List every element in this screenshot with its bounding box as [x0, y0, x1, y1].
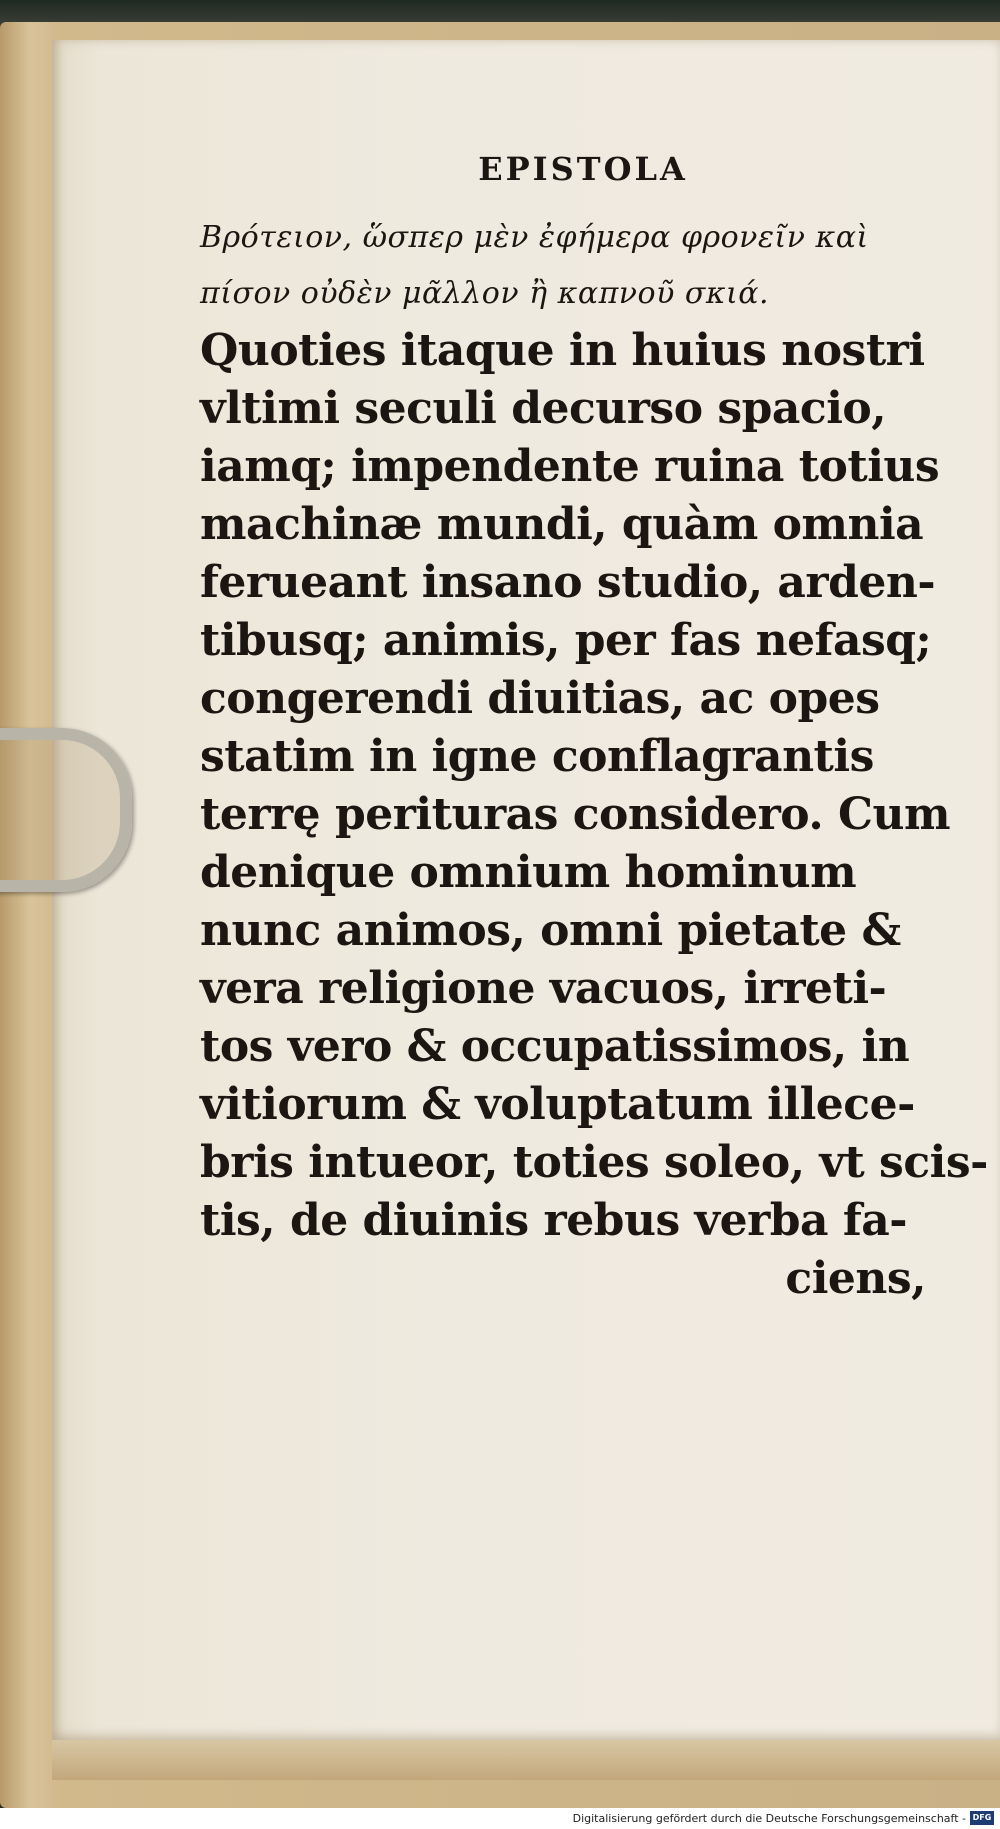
running-head: EPISTOLA	[478, 150, 688, 188]
latin-line: statim in igne conflagrantis	[200, 731, 874, 782]
latin-line: vltimi seculi decurso spacio,	[200, 383, 887, 434]
latin-line: machinæ mundi, quàm omnia	[200, 499, 924, 550]
greek-line: Βρότειον, ὥσπερ μὲν ἐφήμερα φρονεῖν καὶ	[200, 220, 869, 255]
latin-line: denique omnium hominum	[200, 847, 857, 898]
latin-line: tis, de diuinis rebus verba fa-	[200, 1195, 908, 1246]
catchword: ciens,	[785, 1253, 926, 1304]
latin-line: tibusq; animis, per fas nefasq;	[200, 615, 932, 666]
latin-line: congerendi diuitias, ac opes	[200, 673, 880, 724]
latin-line: vera religione vacuos, irreti-	[200, 963, 887, 1014]
dfg-logo-icon: DFG	[970, 1811, 994, 1825]
latin-line: nunc animos, omni pietate &	[200, 905, 901, 956]
latin-line: tos vero & occupatissimos, in	[200, 1021, 910, 1072]
digitization-footer	[0, 1808, 1000, 1829]
latin-line: Quoties itaque in huius nostri	[200, 325, 925, 376]
latin-line: ferueant insano studio, arden-	[200, 557, 936, 608]
latin-line: vitiorum & voluptatum illece-	[200, 1079, 915, 1130]
latin-line: iamq; impendente ruina totius	[200, 441, 940, 492]
clasp-icon	[0, 728, 132, 892]
greek-line: πίσον οὐδὲν μᾶλλον ἢ καπνοῦ σκιά.	[200, 276, 770, 311]
page-bottom-edge	[52, 1740, 1000, 1780]
latin-line: terrę perituras considero. Cum	[200, 789, 951, 840]
latin-line: bris intueor, toties soleo, vt scis-	[200, 1137, 988, 1188]
funding-credit: Digitalisierung gefördert durch die Deutsche Forschungsgemeinschaft -	[572, 1812, 966, 1825]
page-text	[200, 150, 988, 1308]
